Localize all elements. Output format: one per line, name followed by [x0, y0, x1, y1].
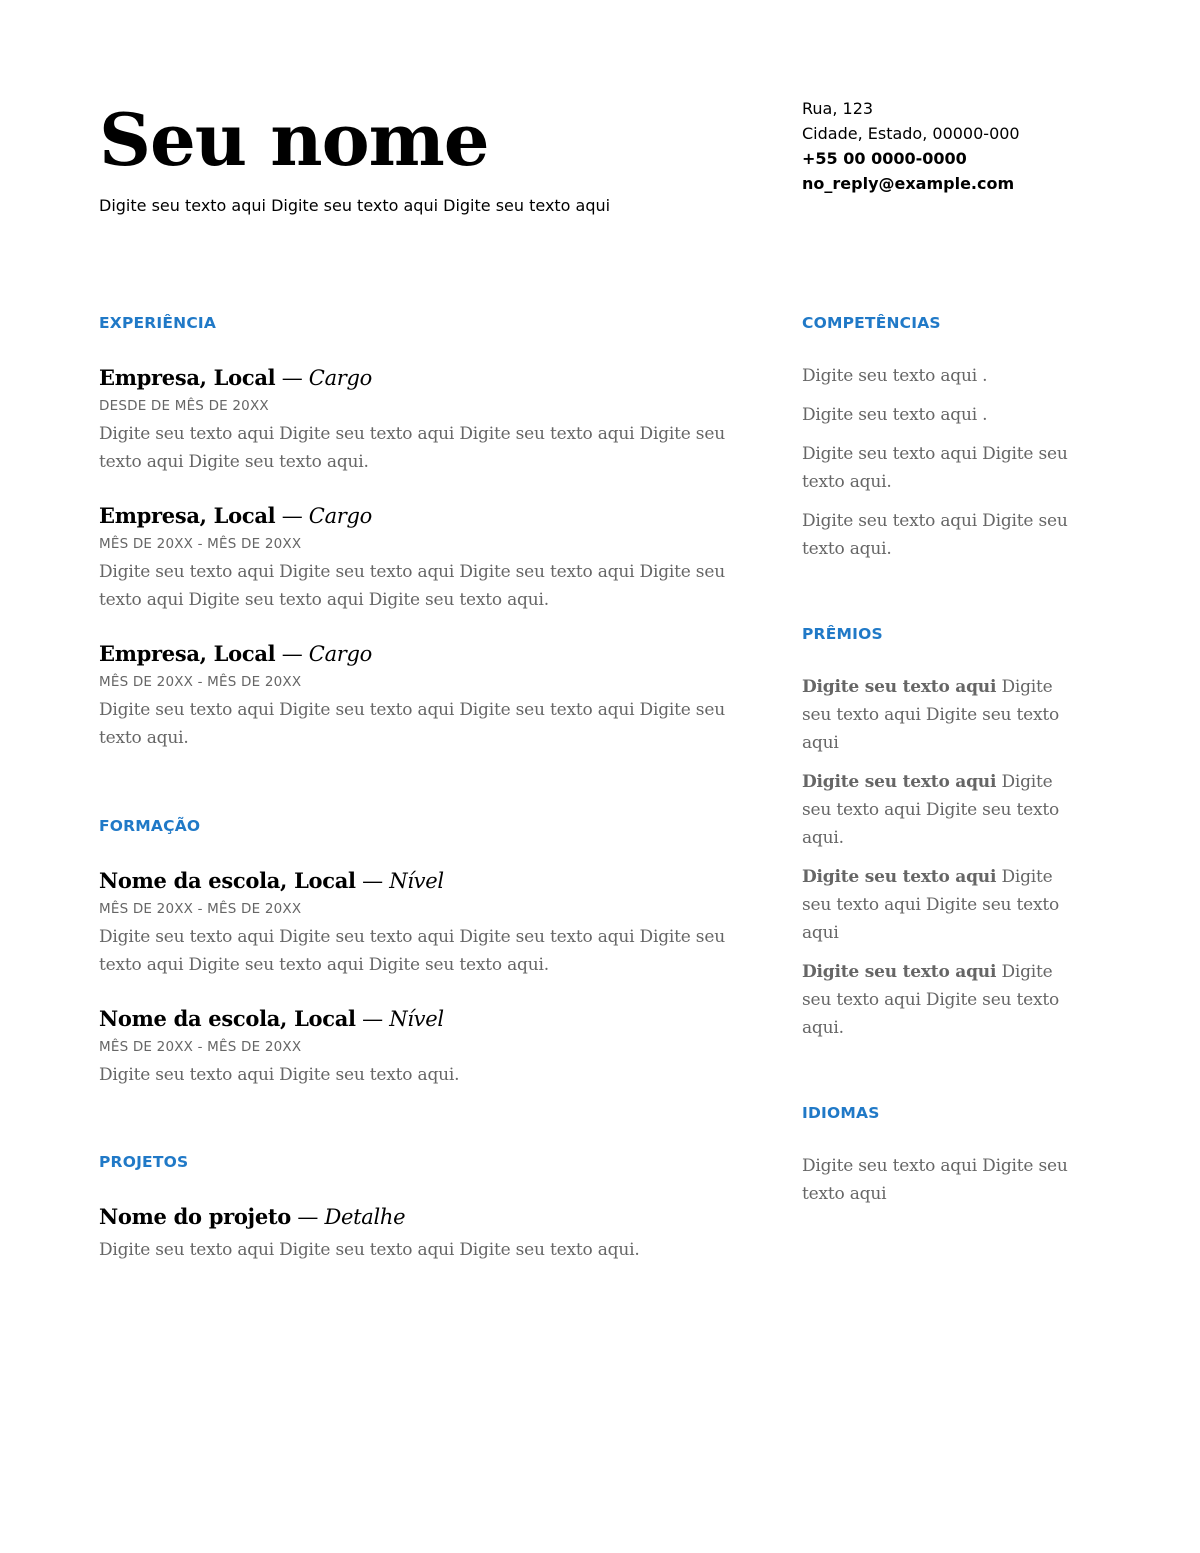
entry-org: Nome do projeto [99, 1204, 292, 1229]
entry-description: Digite seu texto aqui Digite seu texto aqui Digite seu texto aqui Digite seu texto aqui Digite seu texto aqui Digite seu texto aqui. [99, 562, 725, 610]
awards-section [802, 623, 1072, 1042]
award-item-strong: Digite seu texto aqui [802, 962, 997, 982]
contact-street: Rua, 123 [802, 99, 874, 118]
entry-title [99, 501, 739, 531]
section-title-education: FORMAÇÃO [99, 817, 201, 835]
entry-role: Nível [389, 869, 444, 893]
experience-section [99, 312, 739, 752]
entry-role: Cargo [308, 366, 373, 390]
contact-block [802, 96, 1132, 196]
entry-separator: — [275, 504, 309, 528]
contact-city: Cidade, Estado, 00000-000 [802, 124, 1020, 143]
entry-org: Empresa, Local [99, 641, 276, 666]
entry-description: Digite seu texto aqui Digite seu texto aqui Digite seu texto aqui Digite seu texto aqui Digite seu texto aqui Digite seu texto aqui. [99, 927, 725, 975]
section-title-languages: IDIOMAS [802, 1104, 880, 1122]
award-item [802, 863, 1072, 947]
section-title-experience: EXPERIÊNCIA [99, 314, 217, 332]
experience-entry [99, 363, 739, 476]
entry-org: Nome da escola, Local [99, 1006, 356, 1031]
section-title-awards: PRÊMIOS [802, 625, 883, 643]
language-item: Digite seu texto aqui Digite seu texto aqui [802, 1156, 1068, 1204]
entry-separator: — [275, 366, 309, 390]
entry-title [99, 866, 739, 896]
award-item-text: Digite seu texto aqui Digite seu texto aqui. [802, 962, 1060, 1038]
section-title-skills: COMPETÊNCIAS [802, 314, 941, 332]
project-entry [99, 1202, 739, 1264]
skill-item: Digite seu texto aqui Digite seu texto aqui. [802, 511, 1068, 559]
education-entry [99, 1004, 739, 1089]
entry-separator: — [291, 1205, 325, 1229]
award-item-text: Digite seu texto aqui Digite seu texto aqui [802, 867, 1060, 943]
contact-email: no_reply@example.com [802, 174, 1015, 193]
entry-title [99, 1202, 739, 1232]
award-item [802, 768, 1072, 852]
award-item-strong: Digite seu texto aqui [802, 867, 997, 887]
entry-description: Digite seu texto aqui Digite seu texto aqui Digite seu texto aqui. [99, 1240, 640, 1260]
projects-section [99, 1151, 739, 1264]
award-item-strong: Digite seu texto aqui [802, 677, 997, 697]
entry-role: Cargo [308, 642, 373, 666]
award-item-strong: Digite seu texto aqui [802, 772, 997, 792]
entry-date: MÊS DE 20XX - MÊS DE 20XX [99, 674, 302, 690]
award-item [802, 958, 1072, 1042]
skills-section [802, 312, 1072, 563]
award-item [802, 673, 1072, 757]
section-title-projects: PROJETOS [99, 1153, 189, 1171]
entry-date: MÊS DE 20XX - MÊS DE 20XX [99, 901, 302, 917]
education-entry [99, 866, 739, 979]
award-item-text: Digite seu texto aqui Digite seu texto aqui. [802, 772, 1060, 848]
education-section [99, 815, 739, 1089]
skill-item: Digite seu texto aqui . [802, 366, 988, 386]
entry-title [99, 363, 739, 393]
entry-description: Digite seu texto aqui Digite seu texto aqui. [99, 1065, 460, 1085]
main-column [99, 312, 739, 1264]
entry-separator: — [275, 642, 309, 666]
entry-role: Detalhe [324, 1205, 406, 1229]
skill-item: Digite seu texto aqui Digite seu texto aqui. [802, 444, 1068, 492]
entry-description: Digite seu texto aqui Digite seu texto aqui Digite seu texto aqui Digite seu texto aqui Digite seu texto aqui. [99, 424, 725, 472]
entry-title [99, 1004, 739, 1034]
entry-separator: — [355, 869, 390, 893]
award-item-text: Digite seu texto aqui Digite seu texto aqui [802, 677, 1060, 753]
entry-date: DESDE DE MÊS DE 20XX [99, 398, 269, 414]
experience-entry [99, 639, 739, 752]
skill-item: Digite seu texto aqui . [802, 405, 988, 425]
contact-phone: +55 00 0000-0000 [802, 149, 967, 168]
entry-date: MÊS DE 20XX - MÊS DE 20XX [99, 536, 302, 552]
experience-entry [99, 501, 739, 614]
entry-org: Empresa, Local [99, 365, 276, 390]
entry-org: Empresa, Local [99, 503, 276, 528]
languages-section [802, 1102, 1072, 1208]
resume-name: Seu nome [99, 97, 489, 182]
entry-org: Nome da escola, Local [99, 868, 356, 893]
entry-title [99, 639, 739, 669]
entry-role: Cargo [308, 504, 373, 528]
entry-separator: — [355, 1007, 390, 1031]
resume-tagline: Digite seu texto aqui Digite seu texto aqui Digite seu texto aqui [99, 196, 611, 215]
entry-role: Nível [389, 1007, 444, 1031]
sidebar-column [802, 312, 1072, 1208]
entry-description: Digite seu texto aqui Digite seu texto aqui Digite seu texto aqui Digite seu texto aqui. [99, 700, 725, 748]
entry-date: MÊS DE 20XX - MÊS DE 20XX [99, 1039, 302, 1055]
